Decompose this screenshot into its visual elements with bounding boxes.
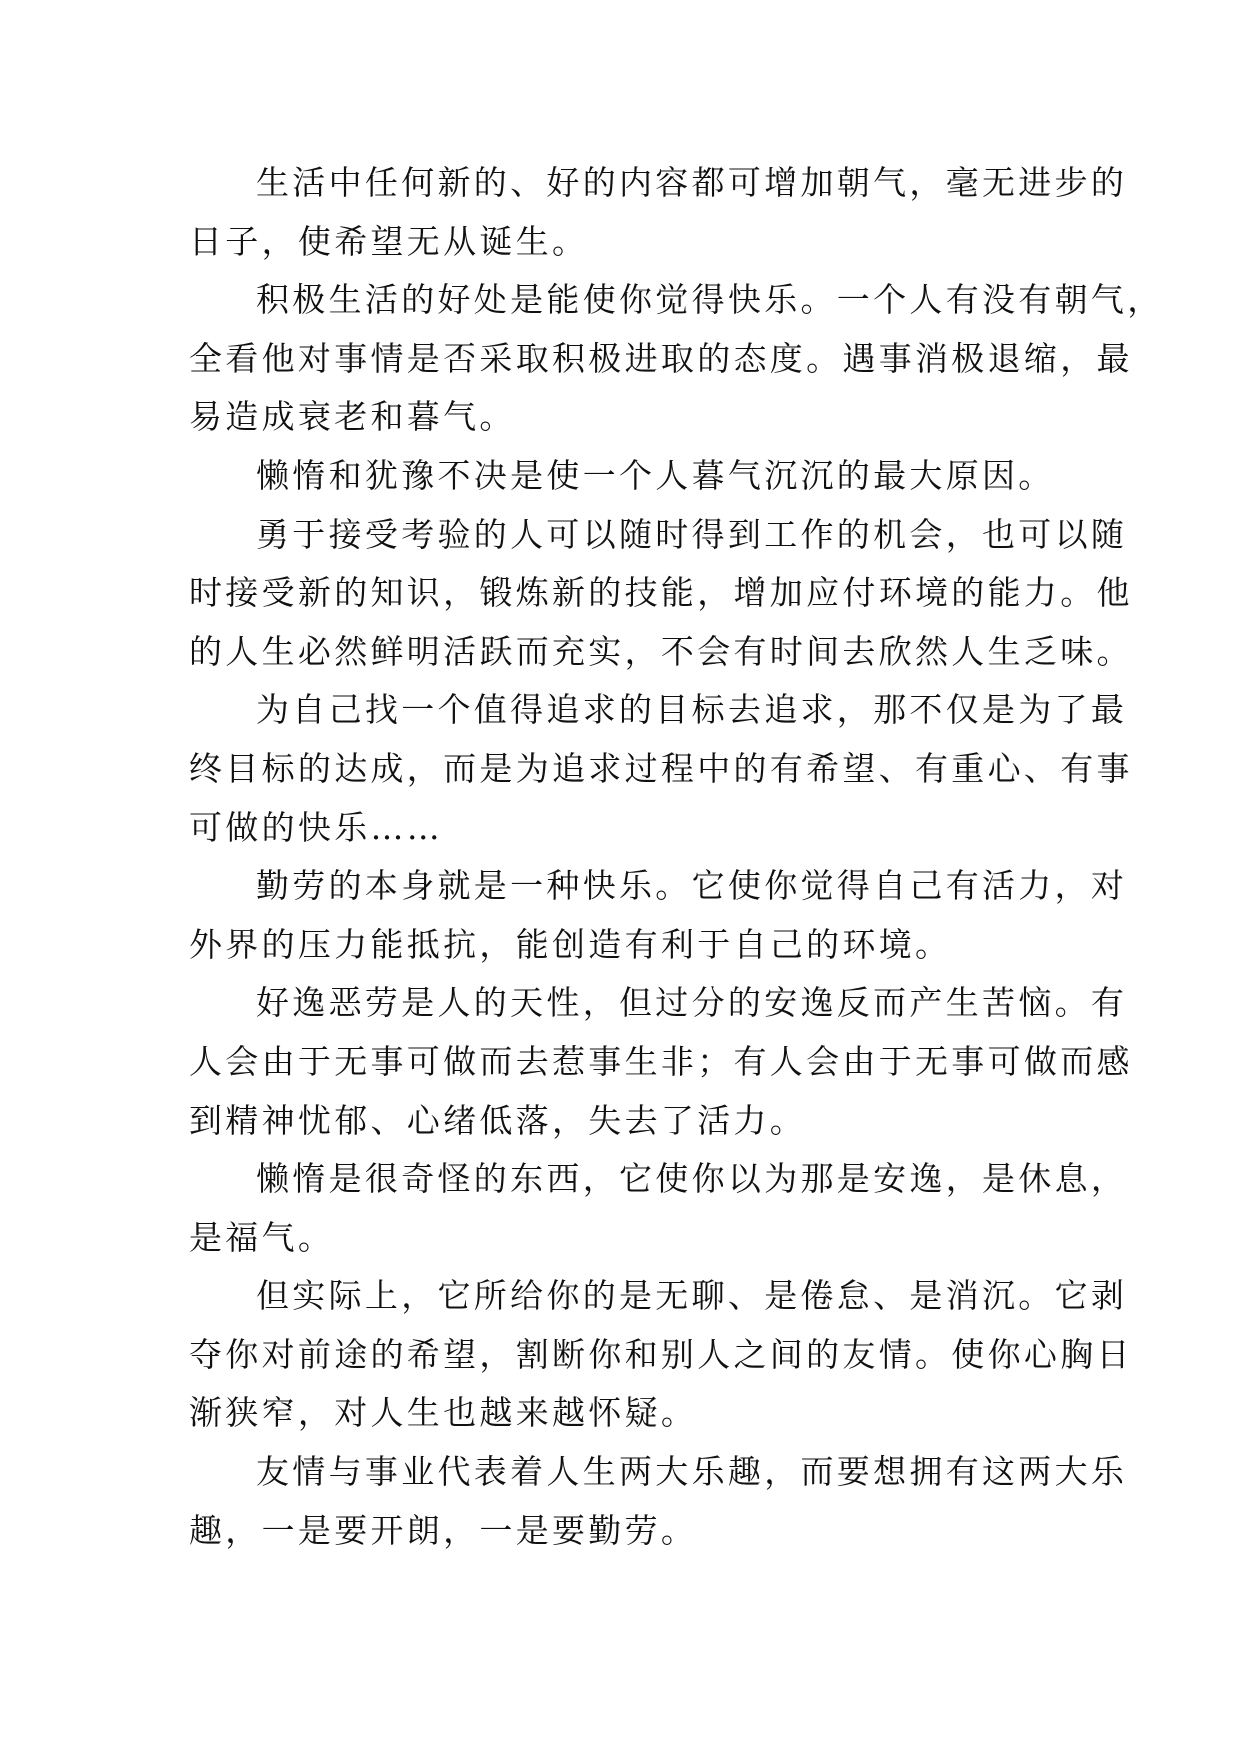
text-line: 易造成衰老和暮气。 (189, 397, 516, 437)
text-line: 积极生活的好处是能使你觉得快乐。一个人有没有朝气， (256, 280, 1164, 320)
text-line: 时接受新的知识，锻炼新的技能，增加应付环境的能力。他 (189, 573, 1133, 613)
text-line: 渐狭窄，对人生也越来越怀疑。 (189, 1393, 698, 1433)
text-line: 日子，使希望无从诞生。 (189, 221, 589, 261)
text-line: 但实际上，它所给你的是无聊、是倦怠、是消沉。它剥 (256, 1276, 1128, 1316)
text-line: 是福气。 (189, 1217, 335, 1257)
document-body (189, 154, 1164, 1560)
text-line: 的人生必然鲜明活跃而充实，不会有时间去欣然人生乏味。 (189, 631, 1133, 671)
text-line: 好逸恶劳是人的天性，但过分的安逸反而产生苦恼。有 (256, 983, 1128, 1023)
text-line: 外界的压力能抵抗，能创造有利于自己的环境。 (189, 924, 952, 964)
text-line: 勤劳的本身就是一种快乐。它使你觉得自己有活力，对 (256, 866, 1128, 906)
text-line: 友情与事业代表着人生两大乐趣，而要想拥有这两大乐 (256, 1452, 1128, 1492)
text-line: 夺你对前途的希望，割断你和别人之间的友情。使你心胸日 (189, 1334, 1133, 1374)
text-line: 人会由于无事可做而去惹事生非；有人会由于无事可做而感 (189, 1041, 1133, 1081)
text-line: 懒惰和犹豫不决是使一个人暮气沉沉的最大原因。 (256, 455, 1055, 495)
text-line: 趣，一是要开朗，一是要勤劳。 (189, 1510, 698, 1550)
text-line: 懒惰是很奇怪的东西，它使你以为那是安逸，是休息， (256, 1159, 1128, 1199)
text-line: 勇于接受考验的人可以随时得到工作的机会，也可以随 (256, 514, 1128, 554)
text-line: 全看他对事情是否采取积极进取的态度。遇事消极退缩，最 (189, 338, 1133, 378)
text-line: 可做的快乐…… (189, 807, 444, 847)
text-line: 为自己找一个值得追求的目标去追求，那不仅是为了最 (256, 690, 1128, 730)
text-line: 生活中任何新的、好的内容都可增加朝气，毫无进步的 (256, 163, 1128, 202)
text-line: 到精神忧郁、心绪低落，失去了活力。 (189, 1100, 807, 1140)
text-line: 终目标的达成，而是为追求过程中的有希望、有重心、有事 (189, 748, 1133, 788)
